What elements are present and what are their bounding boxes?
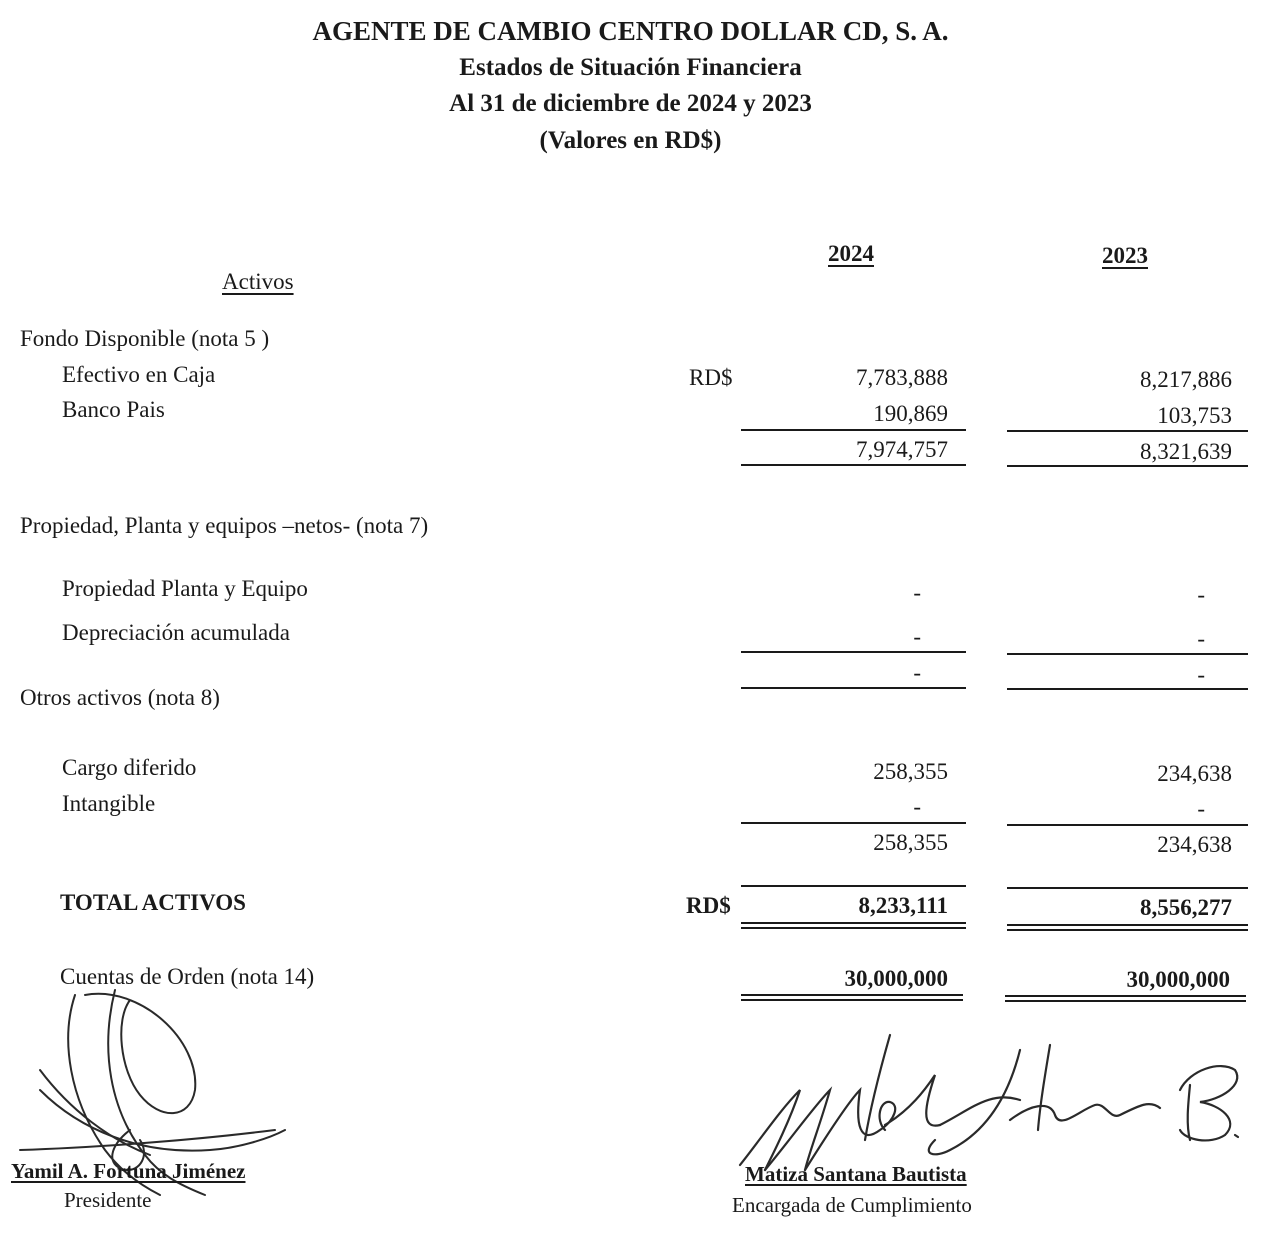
propiedad-subtotal-2023: - (1197, 662, 1205, 687)
statement-period: Al 31 de diciembre de 2024 y 2023 (449, 90, 812, 117)
signature-role-president: Presidente (64, 1188, 152, 1212)
depreciacion-2024: - (913, 624, 921, 649)
ppe-2023: - (1197, 582, 1205, 607)
rule-cuentas-2023-a (1005, 995, 1246, 997)
total-activos-2024: 8,233,111 (858, 893, 948, 918)
cuentas-orden-2023: 30,000,000 (1126, 967, 1230, 992)
rule-propiedad-2023 (1007, 653, 1248, 655)
propiedad-subtotal-2024: - (913, 660, 921, 685)
signature-scribble-compliance (720, 1030, 1250, 1180)
banco-2023: 103,753 (1157, 403, 1232, 428)
column-header-2023: 2023 (1102, 243, 1148, 268)
otros-subtotal-2024: 258,355 (873, 830, 948, 855)
rule-propiedad-total-2024 (741, 687, 966, 689)
depreciacion-label: Depreciación acumulada (62, 620, 290, 645)
efectivo-2024: 7,783,888 (856, 365, 948, 390)
efectivo-2023: 8,217,886 (1140, 367, 1232, 392)
rule-fondo-total-2023 (1007, 465, 1248, 467)
cuentas-orden-label: Cuentas de Orden (nota 14) (60, 964, 315, 989)
rule-total-2024-a (741, 922, 966, 924)
rule-fondo-total-2024 (741, 464, 966, 466)
currency-symbol: RD$ (689, 365, 733, 390)
rule-fondo-2023 (1007, 430, 1248, 432)
banco-label: Banco Pais (62, 397, 165, 422)
propiedad-title: Propiedad, Planta y equipos –netos- (nota 7) (20, 513, 429, 538)
total-activos-label: TOTAL ACTIVOS (60, 890, 246, 915)
cuentas-orden-2024: 30,000,000 (844, 966, 948, 991)
fondo-subtotal-2024: 7,974,757 (856, 437, 948, 462)
signature-scribble-president (0, 980, 330, 1220)
ppe-label: Propiedad Planta y Equipo (62, 576, 308, 601)
intangible-label: Intangible (62, 791, 156, 816)
column-header-2024: 2024 (828, 241, 874, 266)
company-name: AGENTE DE CAMBIO CENTRO DOLLAR CD, S. A. (312, 16, 949, 46)
section-title-activos: Activos (222, 269, 294, 294)
efectivo-label: Efectivo en Caja (62, 362, 216, 387)
rule-otros-2024 (741, 822, 966, 824)
signature-role-compliance: Encargada de Cumplimiento (732, 1193, 972, 1217)
signature-name-compliance: Matiza Santana Bautista (745, 1162, 967, 1186)
rule-otros-total-2023 (1007, 887, 1248, 889)
fondo-subtotal-2023: 8,321,639 (1140, 439, 1232, 464)
rule-total-2023-b (1007, 929, 1248, 931)
intangible-2024: - (913, 794, 921, 819)
cargo-diferido-label: Cargo diferido (62, 755, 197, 780)
rule-otros-2023 (1007, 824, 1248, 826)
total-activos-2023: 8,556,277 (1140, 895, 1232, 920)
cargo-diferido-2024: 258,355 (873, 759, 948, 784)
banco-2024: 190,869 (873, 401, 948, 426)
rule-total-2024-b (741, 927, 966, 929)
fondo-disponible-title: Fondo Disponible (nota 5 ) (20, 326, 270, 351)
depreciacion-2023: - (1197, 626, 1205, 651)
otros-subtotal-2023: 234,638 (1157, 832, 1232, 857)
rule-total-2023-a (1007, 924, 1248, 926)
currency-note: (Valores en RD$) (539, 127, 722, 154)
rule-propiedad-total-2023 (1007, 688, 1248, 690)
intangible-2023: - (1197, 796, 1205, 821)
cargo-diferido-2023: 234,638 (1157, 761, 1232, 786)
rule-cuentas-2024-a (741, 994, 963, 996)
ppe-2024: - (913, 580, 921, 605)
signature-name-president: Yamil A. Fortuna Jiménez (11, 1159, 246, 1183)
rule-fondo-2024 (741, 429, 966, 431)
total-currency-symbol: RD$ (686, 893, 731, 918)
rule-propiedad-2024 (741, 651, 966, 653)
rule-cuentas-2024-b (741, 999, 963, 1001)
otros-activos-title: Otros activos (nota 8) (20, 685, 220, 710)
rule-otros-total-2024 (741, 885, 966, 887)
statement-title: Estados de Situación Financiera (459, 54, 802, 81)
rule-cuentas-2023-b (1005, 1000, 1246, 1002)
